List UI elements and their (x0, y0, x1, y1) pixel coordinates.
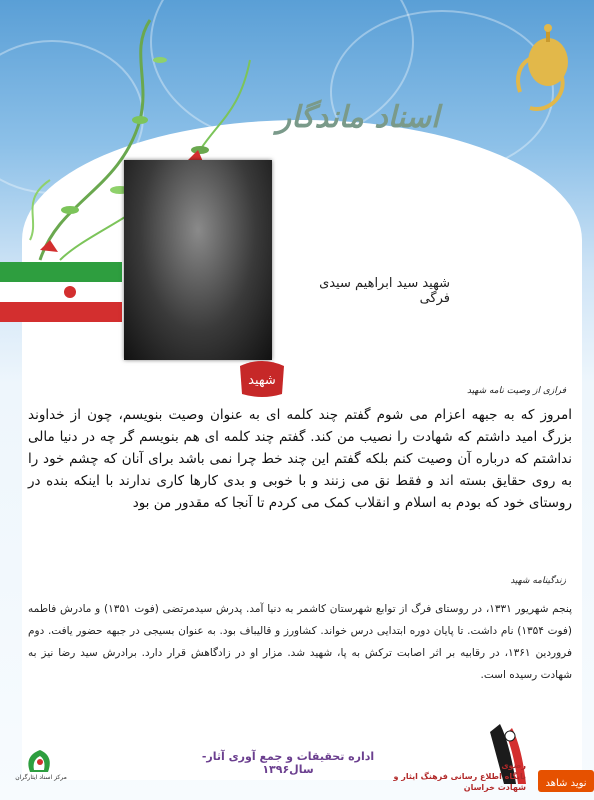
martyr-photo (124, 160, 272, 360)
right-org-line1: رضوی (501, 761, 526, 770)
martyr-badge-icon (236, 356, 288, 400)
bio-text: پنجم شهریور ۱۳۳۱، در روستای فرگ از توابع شهرستان کاشمر به دنیا آمد. پدرش سیدمرتضی (فوت ۱۳۵۱) و مادرش فاطمه (فوت ۱۳۵۴) نام داشت. تا پایان دوره ابتدایی درس خواند. کشاورز و قالیباف بود. به عنوان بسیجی در جبهه حضور یافت. دوم فروردین ۱۳۶۱، در رقابیه بر اثر اصابت ترکش به پا، شهید شد. مزار او در زادگاهش قرار دارد. برادرش سید رضا نیز به شهادت رسیده است. (28, 603, 572, 681)
bio-section-label: زندگینامه شهید (510, 576, 566, 586)
page-title: اسناد ماندگار (276, 100, 440, 135)
right-org-line2: پایگاه اطلاع رسانی فرهنگ ایثار و شهادت خراسان (393, 772, 526, 792)
will-text: امروز که به جبهه اعزام می شوم گفتم چند کلمه ای به عنوان وصیت بنویسم، چون از خداوند بزرگ امید داشتم که شهادت را نصیب من کند. گفتم چند کلمه ای هم بنویسم گر چه در دنیا مالی نداشتم که درباره آن وصیت کنم بلکه گفتم این چند خط چرا نمی باشد برای آنان که چشم خود را به روی حقایق بسته اند و فقط نق می زنند و با خوبی و بدی کارها کاری ندارند با اینکه بنده در روستای خود که بودم به اسلام و انقلاب کمک می کردم تا آنجا که مقدور من بود (28, 407, 572, 511)
badge-text: شهید (248, 373, 276, 388)
watermark-text: نوید شاهد (545, 778, 587, 789)
shrine-dome-icon (510, 22, 580, 118)
left-org-name: مرکز اسناد ایثارگران (15, 774, 67, 781)
will-section-label: فرازی از وصیت نامه شهید (466, 386, 566, 396)
martyr-name: شهید سید ابراهیم سیدی فرگی (319, 276, 450, 306)
iran-flag-icon (0, 262, 122, 322)
right-org-name (386, 760, 526, 793)
footer-department: اداره تحقیقات و جمع آوری آثار- سال۱۳۹۶ (201, 750, 375, 776)
navid-shahed-watermark-icon (538, 766, 594, 796)
documents-center-logo-icon (10, 736, 70, 796)
